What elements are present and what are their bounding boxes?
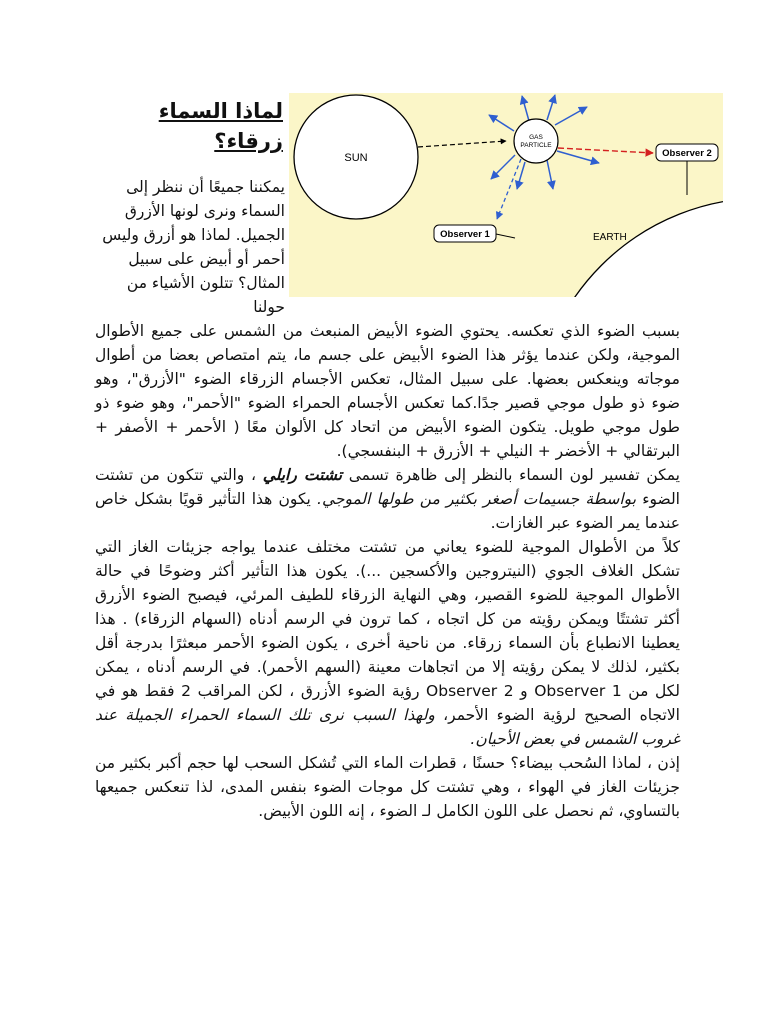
paragraph-reflection: بسبب الضوء الذي تعكسه. يحتوي الضوء الأبيض المنبعث من الشمس على جميع الأطوال الموجية، ولكن عندما يؤثر هذا الضوء الأبيض على جسم ما، يتم امتصاص بعضا من أطوال موجاته وينعكس بعضها. على سبيل المثال، تعكس الأجسام الزرقاء الضوء "الأزرق"، وهو ضوء ذو طول موجي قصير جدًا.كما تعكس الأجسام الحمراء الضوء "الأحمر"، وهو ضوء ذو طول موجي طويل. يتكون الضوء الأبيض من اتحاد كل الألوان معًا ( الأحمر + الأصفر + البرتقالي + الأخضر + النيلي + الأزرق + البنفسجي). — [95, 322, 680, 460]
page-title: لماذا السماء زرقاء؟ — [158, 99, 283, 153]
text: يمكن تفسير لون السماء بالنظر إلى ظاهرة تسمى — [342, 466, 680, 484]
observer1-label: Observer 1 — [440, 229, 490, 240]
sun-label: SUN — [344, 152, 368, 164]
gas-label-line1: GAS — [529, 134, 543, 141]
italic-text: ولهذا السبب نرى تلك السماء الحمراء الجميلة عند غروب الشمس في بعض الأحيان. — [95, 706, 680, 748]
intro-paragraph: يمكننا جميعًا أن ننظر إلى السماء ونرى لونها الأزرق الجميل. لماذا هو أزرق وليس أحمر أو أبيض على سبيل المثال؟ تتلون الأشياء من حولنا — [102, 178, 285, 316]
paragraph-clouds: إذن ، لماذا السُحب بيضاء؟ حسنًا ، قطرات الماء التي تُشكل السحب لها حجم أكبر بكثير من جزيئات الغاز في الهواء ، وهي تشتت كل موجات الضوء بنفس المدى، لذا تنعكس جميعها بالتساوي، ثم نحصل على اللون الكامل لـ الضوء ، إنه اللون الأبيض. — [95, 754, 680, 820]
observer2-label: Observer 2 — [662, 148, 712, 159]
paragraph-rayleigh — [95, 463, 680, 535]
paragraph-wavelengths — [95, 535, 680, 751]
rayleigh-term: تشتت رايلي — [262, 466, 343, 484]
rayleigh-scattering-diagram — [289, 93, 723, 297]
gas-particle — [514, 119, 558, 163]
text: كلاً من الأطوال الموجية للضوء يعاني من تشتت مختلف عندما يواجه جزيئات الغاز التي تشكل الغلاف الجوي (النيتروجين والأكسجين ...). يكون هذا التأثير أكثر وضوحًا في حالة الأطوال الموجية للضوء القصير، وهي النهاية الزرقاء للطيف المرئي، فيصبح الضوء الأزرق أكثر تشتتًا ويمكن رؤيته من كل اتجاه ، كما ترون في الرسم أدناه (السهام الزرقاء) . هذا يعطينا الانطباع بأن السماء زرقاء. من ناحية أخرى ، يكون الضوء الأحمر مبعثرًا بدرجة أقل بكثير، لذلك لا يمكن رؤيته إلا من اتجاهات معينة (السهم الأحمر). في الرسم أدناه ، يمكن لكل من Observer 1 و Observer 2 رؤية الضوء الأزرق ، لكن المراقب 2 فقط هو في الاتجاه الصحيح لرؤية الضوء الأحمر، — [95, 538, 680, 724]
italic-text: بواسطة جسيمات أصغر بكثير من طولها الموجي. — [317, 490, 637, 508]
text: ، والتي تتكون من تشتت الضوء — [95, 466, 680, 508]
gas-label-line2: PARTICLE — [520, 142, 552, 149]
earth-label: EARTH — [593, 232, 627, 243]
article-body — [95, 319, 680, 823]
text: يكون هذا التأثير قويًا بشكل خاص عندما يمر الضوء عبر الغازات. — [95, 490, 680, 532]
